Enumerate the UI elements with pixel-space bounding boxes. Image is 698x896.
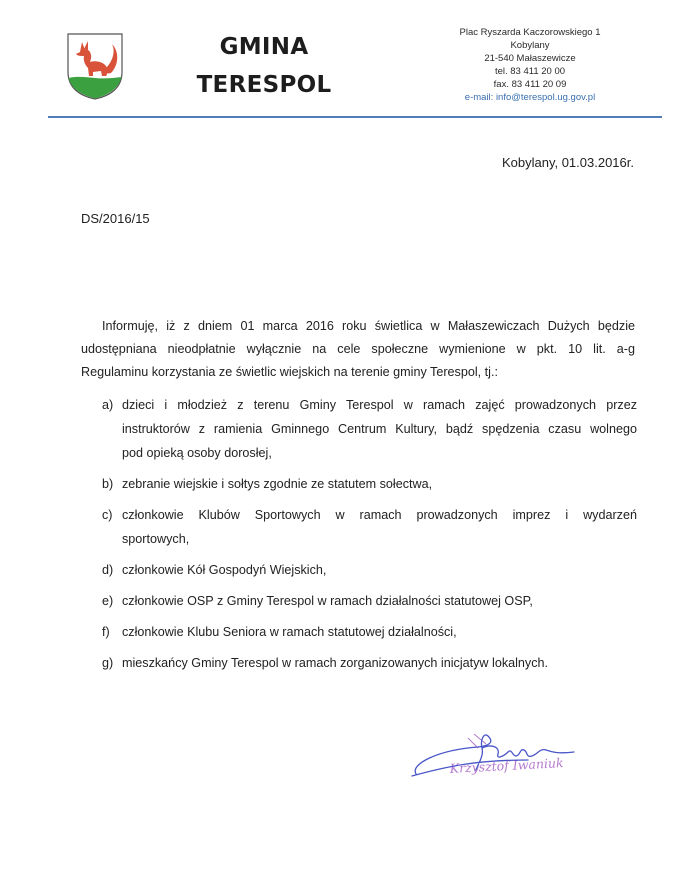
list-item-line: pod opieką osoby dorosłej, — [122, 446, 272, 460]
list-item-line: członkowie Klubów Sportowych w ramach prowadzonych imprez i wydarzeń — [122, 508, 637, 522]
list-item-line: członkowie Klubu Seniora w ramach statutowej działalności, — [122, 625, 457, 639]
list-item-marker: b) — [102, 477, 114, 491]
list-item-marker: d) — [102, 563, 114, 577]
svg-text:Krzysztof Iwaniuk: Krzysztof Iwaniuk — [449, 755, 564, 776]
list-item-e — [81, 589, 637, 613]
intro-line-2: udostępniana nieodpłatnie wyłącznie na cele społeczne wymienione w pkt. 10 lit. a-g — [81, 342, 635, 356]
coat-of-arms-fox-icon — [66, 32, 124, 100]
handwritten-signature — [408, 726, 584, 784]
place-and-date: Kobylany, 01.03.2016r. — [501, 155, 634, 170]
list-item-marker: a) — [102, 398, 114, 412]
list-item-line: zebranie wiejskie i sołtys zgodnie ze statutem sołectwa, — [122, 477, 433, 491]
address-email: e-mail: info@terespol.ug.gov.pl — [464, 92, 596, 103]
municipality-title — [190, 28, 338, 104]
list-item-a — [81, 393, 637, 465]
address-block — [448, 26, 612, 104]
list-item-line: mieszkańcy Gminy Terespol w ramach zorganizowanych inicjatyw lokalnych. — [122, 656, 549, 670]
address-postal: 21-540 Małaszewicze — [484, 53, 576, 64]
intro-line-3: Regulaminu korzystania ze świetlic wiejskich na terenie gminy Terespol, tj.: — [81, 365, 498, 379]
title-line-gmina: GMINA — [219, 34, 309, 60]
list-item-c — [81, 503, 637, 551]
title-line-terespol: TERESPOL — [196, 72, 332, 98]
list-item-marker: g) — [102, 656, 114, 670]
list-item-marker: f) — [102, 625, 110, 639]
address-phone: tel. 83 411 20 00 — [494, 66, 566, 77]
list-item-line: instruktorów z ramienia Gminnego Centrum Kultury, bądź spędzenia czasu wolnego — [122, 422, 637, 436]
address-village: Kobylany — [510, 40, 550, 51]
reference-number: DS/2016/15 — [81, 211, 150, 226]
address-street: Plac Ryszarda Kaczorowskiego 1 — [459, 27, 601, 38]
intro-paragraph — [81, 315, 635, 384]
list-item-marker: e) — [102, 594, 114, 608]
list-item-g — [81, 651, 637, 675]
list-item-line: członkowie OSP z Gminy Terespol w ramach działalności statutowej OSP, — [122, 594, 533, 608]
list-item-marker: c) — [102, 508, 113, 522]
header-divider — [48, 116, 662, 118]
list-item-line: dzieci i młodzież z terenu Gminy Terespol w ramach zajęć prowadzonych przez — [122, 398, 637, 412]
intro-line-1: Informuję, iż z dniem 01 marca 2016 roku świetlica w Małaszewiczach Dużych będzie — [102, 319, 635, 333]
list-item-line: sportowych, — [122, 532, 190, 546]
permitted-uses-list — [81, 393, 637, 682]
list-item-b — [81, 472, 637, 496]
list-item-line: członkowie Kół Gospodyń Wiejskich, — [122, 563, 327, 577]
address-fax: fax. 83 411 20 09 — [493, 79, 567, 90]
list-item-f — [81, 620, 637, 644]
list-item-d — [81, 558, 637, 582]
